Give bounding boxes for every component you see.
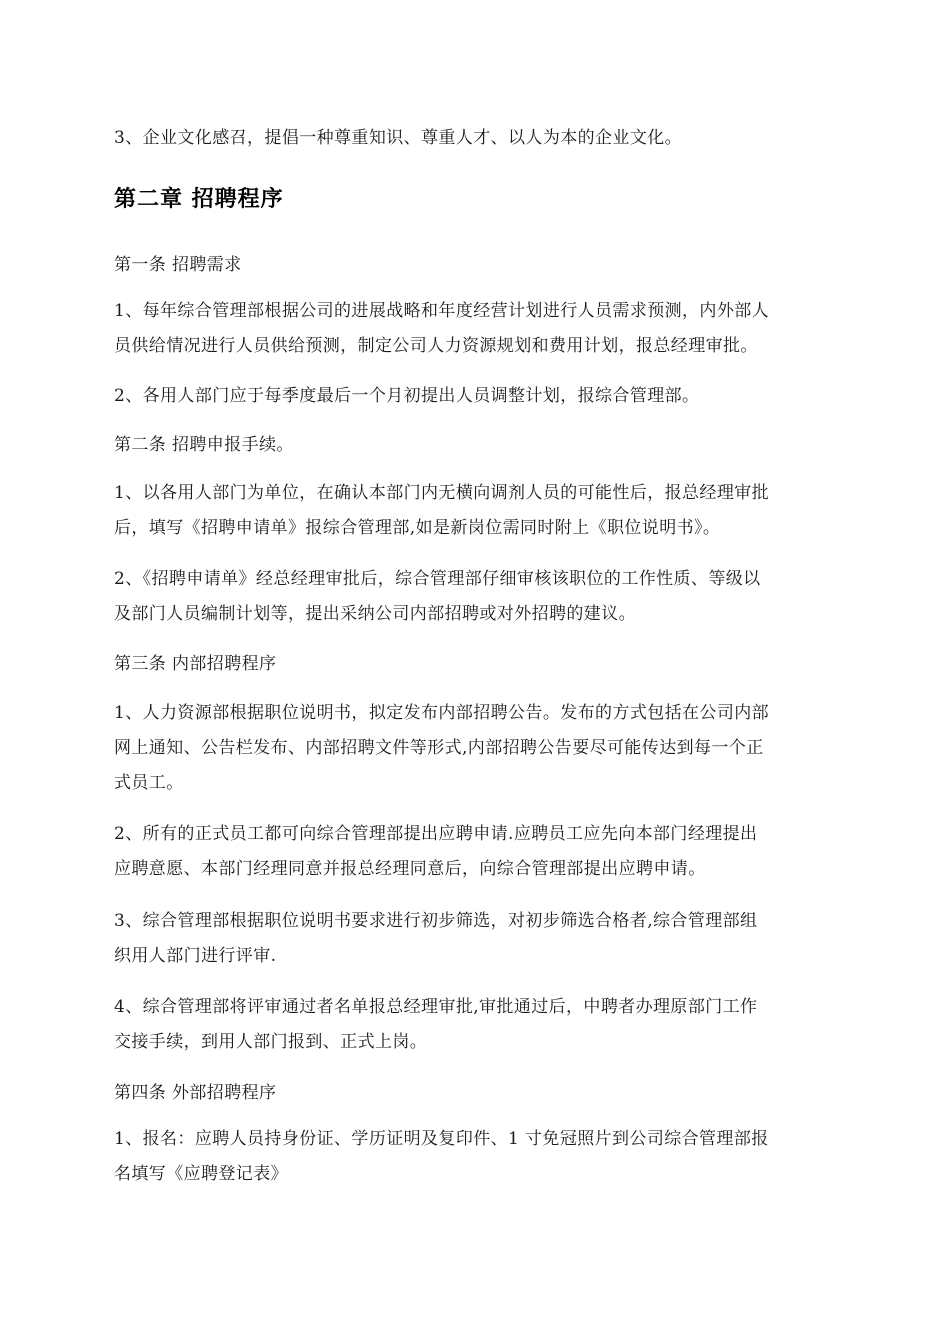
article-title-text: 第四条 外部招聘程序 bbox=[114, 1083, 277, 1103]
paragraph-line: 网上通知、公告栏发布、内部招聘文件等形式,内部招聘公告要尽可能传达到每一个正 bbox=[114, 738, 764, 758]
paragraph-line: 交接手续，到用人部门报到、正式上岗。 bbox=[114, 1032, 428, 1052]
paragraph-line: 1、人力资源部根据职位说明书，拟定发布内部招聘公告。发布的方式包括在公司内部 bbox=[114, 703, 770, 723]
paragraph-line: 1、以各用人部门为单位，在确认本部门内无横向调剂人员的可能性后，报总经理审批 bbox=[114, 483, 770, 503]
article-1-item-2 bbox=[114, 379, 838, 414]
paragraph-line: 3、企业文化感召，提倡一种尊重知识、尊重人才、以人为本的企业文化。 bbox=[114, 128, 683, 148]
article-2-item-1 bbox=[114, 476, 838, 546]
article-3-item-4 bbox=[114, 990, 838, 1060]
article-3-item-1 bbox=[114, 696, 838, 801]
article-4-item-1 bbox=[114, 1122, 838, 1192]
article-2-item-2 bbox=[114, 562, 838, 632]
paragraph-line: 式员工。 bbox=[114, 773, 184, 793]
article-1-item-1 bbox=[114, 294, 838, 364]
paragraph-line: 员供给情况进行人员供给预测，制定公司人力资源规划和费用计划，报总经理审批。 bbox=[114, 336, 758, 356]
chapter-title: 第二章 招聘程序 bbox=[114, 187, 284, 212]
article-1-title bbox=[114, 248, 838, 283]
paragraph-line: 应聘意愿、本部门经理同意并报总经理同意后，向综合管理部提出应聘申请。 bbox=[114, 859, 706, 879]
article-title-text: 第三条 内部招聘程序 bbox=[114, 654, 277, 674]
paragraph-line: 1、报名：应聘人员持身份证、学历证明及复印件、1 寸免冠照片到公司综合管理部报 bbox=[114, 1129, 769, 1149]
article-3-item-3 bbox=[114, 904, 838, 974]
paragraph-line: 及部门人员编制计划等，提出采纳公司内部招聘或对外招聘的建议。 bbox=[114, 604, 636, 624]
paragraph-line: 2、各用人部门应于每季度最后一个月初提出人员调整计划，报综合管理部。 bbox=[114, 386, 700, 406]
article-2-title bbox=[114, 428, 838, 463]
article-3-item-2 bbox=[114, 817, 838, 887]
article-3-title bbox=[114, 647, 838, 682]
paragraph-line: 2、所有的正式员工都可向综合管理部提出应聘申请.应聘员工应先向本部门经理提出 bbox=[114, 824, 758, 844]
paragraph-line: 后，填写《招聘申请单》报综合管理部,如是新岗位需同时附上《职位说明书》。 bbox=[114, 518, 721, 538]
paragraph-line: 4、综合管理部将评审通过者名单报总经理审批,审批通过后，中聘者办理原部门工作 bbox=[114, 997, 758, 1017]
paragraph-line: 织用人部门进行评审. bbox=[114, 946, 277, 966]
article-title-text: 第二条 招聘申报手续。 bbox=[114, 435, 294, 455]
intro-item-3 bbox=[114, 121, 838, 156]
paragraph-line: 1、每年综合管理部根据公司的进展战略和年度经营计划进行人员需求预测，内外部人 bbox=[114, 301, 770, 321]
paragraph-line: 名填写《应聘登记表》 bbox=[114, 1164, 288, 1184]
article-4-title bbox=[114, 1076, 838, 1111]
paragraph-line: 3、综合管理部根据职位说明书要求进行初步筛选，对初步筛选合格者,综合管理部组 bbox=[114, 911, 758, 931]
paragraph-line: 2、《招聘申请单》经总经理审批后，综合管理部仔细审核该职位的工作性质、等级以 bbox=[114, 569, 761, 589]
article-title-text: 第一条 招聘需求 bbox=[114, 255, 242, 275]
